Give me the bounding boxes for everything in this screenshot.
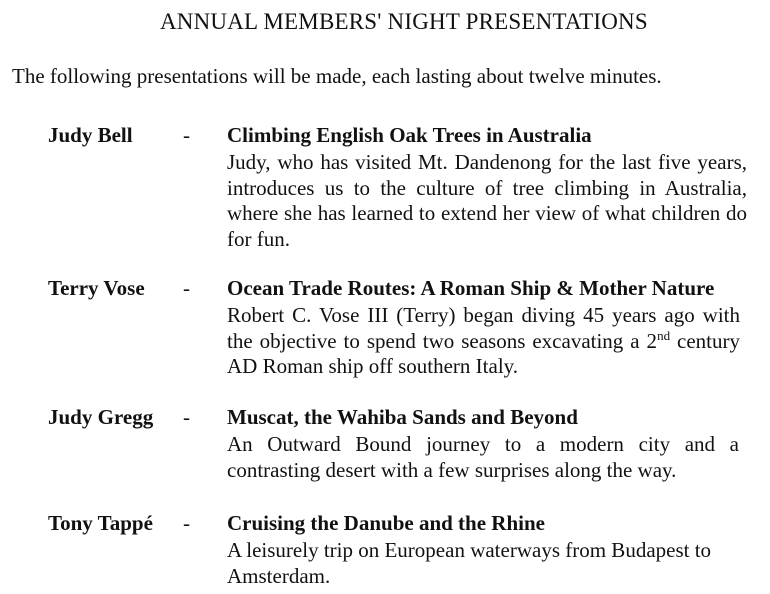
presentation-title: Ocean Trade Routes: A Roman Ship & Mother Nature [227,276,715,300]
page-title-text: ANNUAL MEMBERS' NIGHT PRESENTATIONS [160,9,648,34]
separator-dash: - [183,405,190,429]
separator-dash: - [183,123,190,147]
presenter-name: Judy Gregg [48,405,154,429]
intro-text: The following presentations will be made, each lasting about twelve minutes. [12,64,662,88]
presenter-name: Terry Vose [48,276,145,300]
presenter-name: Tony Tappé [48,511,153,535]
ordinal-suffix: nd [657,327,671,343]
presentation-description: Judy, who has visited Mt. Dandenong for the last five years, introduces us to the culture of tree climbing in Australia, where she has learned to extend her view of what children do for fun. [227,150,747,251]
presentation-title: Muscat, the Wahiba Sands and Beyond [227,405,578,429]
presenter-name: Judy Bell [48,123,133,147]
presentation-title: Climbing English Oak Trees in Australia [227,123,592,147]
separator-dash: - [183,511,190,535]
presentation-description: An Outward Bound journey to a modern city and a contrasting desert with a few surprises along the way. [227,432,739,482]
presentation-description [227,303,740,380]
presentation-title: Cruising the Danube and the Rhine [227,511,545,535]
description-text: Robert C. Vose III (Terry) began diving 45 years ago with the objective to spend two seasons excavating a 2 [227,303,740,353]
separator-dash: - [183,276,190,300]
description-text-end: century AD Roman ship off southern Italy. [227,328,740,378]
presentation-description: A leisurely trip on European waterways from Budapest to Amsterdam. [227,538,712,588]
